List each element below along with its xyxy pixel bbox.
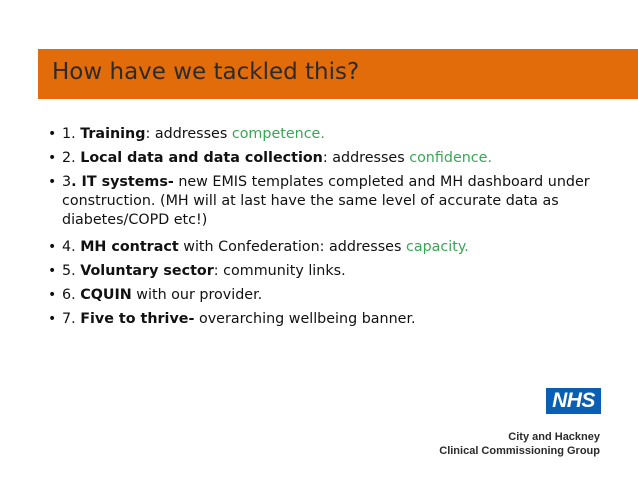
bullet-dot-icon: • <box>48 287 57 303</box>
bullet-list <box>48 125 608 334</box>
bullet-number: 6. <box>62 287 76 303</box>
nhs-logo: NHS <box>546 388 601 414</box>
bullet-text: new EMIS templates completed and MH dashboard under construction. (MH will at last have the same level of accurate data as diabetes/COPD etc!) <box>62 174 590 228</box>
bullet-text: community links. <box>218 263 346 279</box>
bullet-number: 5. <box>62 263 76 279</box>
bullet-separator: : <box>322 150 328 166</box>
bullet-dot-icon: • <box>48 311 57 327</box>
bullet-dot-icon: • <box>48 239 57 255</box>
bullet-accent: competence. <box>231 126 325 142</box>
bullet-number: 2. <box>62 150 76 166</box>
bullet-text: overarching wellbeing banner. <box>194 311 416 327</box>
bullet-dot-icon: • <box>48 150 57 166</box>
bullet-text: with our provider. <box>131 287 263 303</box>
bullet-dot-icon: • <box>48 263 57 279</box>
bullet-dot-icon: • <box>48 174 57 190</box>
org-name-line2: Clinical Commissioning Group <box>439 445 600 457</box>
bullet-item-voluntary-sector <box>48 262 608 281</box>
bullet-number: 4. <box>62 239 76 255</box>
title-bar <box>38 49 638 99</box>
bullet-item-five-to-thrive <box>48 310 608 329</box>
bullet-text: with Confederation: addresses <box>178 239 406 255</box>
bullet-number: 7. <box>62 311 76 327</box>
bullet-item-local-data <box>48 149 608 168</box>
bullet-dot-icon: • <box>48 126 57 142</box>
bullet-number: 3 <box>62 174 72 190</box>
bullet-item-training <box>48 125 608 144</box>
bullet-accent: capacity. <box>405 239 469 255</box>
bullet-bold: Voluntary sector <box>80 263 214 279</box>
bullet-item-it-systems <box>48 173 608 230</box>
org-name-line1: City and Hackney <box>508 431 600 443</box>
bullet-bold: Training <box>80 126 146 142</box>
bullet-separator: : <box>145 126 151 142</box>
slide-title: How have we tackled this? <box>52 59 360 85</box>
bullet-item-mh-contract <box>48 238 608 257</box>
bullet-number: 1. <box>62 126 76 142</box>
bullet-accent: confidence. <box>409 150 493 166</box>
bullet-bold: Five to thrive- <box>80 311 195 327</box>
bullet-text: addresses <box>150 126 232 142</box>
bullet-bold: MH contract <box>80 239 179 255</box>
bullet-bold: Local data and data collection <box>80 150 323 166</box>
bullet-text: addresses <box>327 150 410 166</box>
bullet-item-cquin <box>48 286 608 305</box>
bullet-bold: CQUIN <box>80 287 132 303</box>
bullet-bold: . IT systems- <box>71 174 174 190</box>
bullet-separator: : <box>213 263 219 279</box>
